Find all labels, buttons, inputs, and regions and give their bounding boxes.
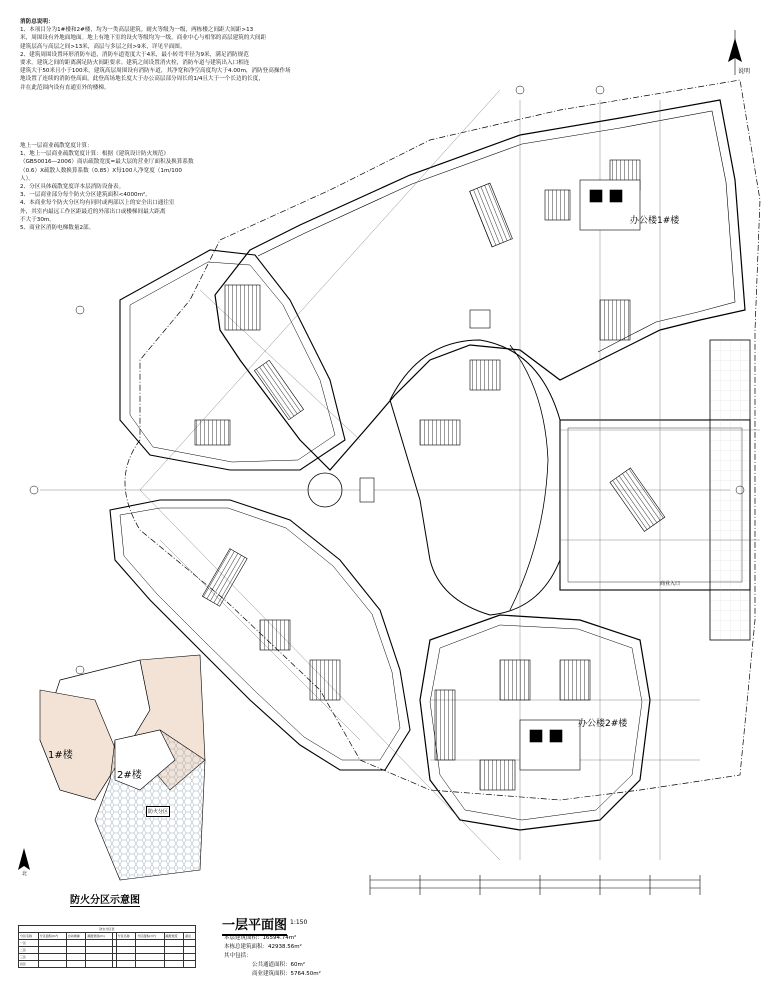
note2-line: 3、一层商业部分每个防火分区建筑面积<4000m²。 — [20, 192, 151, 199]
north-note: 说明 — [738, 68, 751, 75]
stat-line: 公共通道面积：60m² — [252, 962, 306, 968]
notes-title: 消防总说明： — [20, 19, 54, 25]
notes2-title: 地上一层商业疏散宽度计算： — [20, 143, 93, 149]
entrance-label: 商业入口 — [660, 581, 681, 587]
table-row — [19, 947, 196, 954]
zone2-label: 2#楼 — [117, 770, 142, 781]
table-cell: 分区面积(m²) — [38, 933, 66, 940]
fire-zone-diagram — [18, 655, 205, 880]
table-row — [19, 954, 196, 961]
stat-line: 本栋总建筑面积：42938.56m² — [224, 944, 302, 950]
diagram-title: 防火分区示意图 — [70, 891, 140, 907]
note-line: 地设置了连续的消防登高面，此登高场地长度大于办公高层部分周长的1/4且大于一个长边的长度， — [20, 76, 264, 83]
compass-icon — [18, 848, 30, 870]
table-row — [19, 961, 196, 968]
table-row — [19, 940, 196, 947]
note2-line: （GB50016—2006）商店疏散宽度=最大层的营业厅面积及换算系数 — [20, 159, 194, 166]
table-cell: 三区 — [19, 954, 39, 961]
table-cell: 备注 — [184, 933, 196, 940]
note2-line: 外，其室内最远工作区距最近的外部出口或楼梯间最大距离 — [20, 208, 166, 215]
table-cell: 二区 — [19, 947, 39, 954]
note2-line: 不大于30m。 — [20, 216, 55, 223]
fire-zone-table — [18, 925, 196, 968]
table-cell: 一区 — [19, 940, 39, 947]
note2-line: 5、商业区消防电梯数量2部。 — [20, 225, 95, 232]
stat-line: 商业建筑面积：5764.50m² — [252, 971, 321, 977]
note2-line: 2、分区具体疏散宽度详本层消防设备表。 — [20, 184, 125, 191]
table-cell: 自动喷淋 — [66, 933, 86, 940]
note2-line: 4、本商业每个防火分区均有同时或两部以上的安全出口通往室 — [20, 200, 175, 207]
note-line: 要求。建筑之间的距离满足防火间距要求。建筑之间设置消火栓，消防车道与建筑出入口相连 — [20, 60, 250, 67]
table-cell: 四区 — [19, 961, 39, 968]
table-cell: 疏散宽度(m) — [86, 933, 113, 940]
note-line: 米，周围设有外地面地面。地上有地下室的设火等级均为一级。商业中心与相邻的高层建筑的大间距 — [20, 35, 267, 42]
diagram-north: 北 — [22, 871, 28, 877]
stat-line: 本层建筑面积：16594.74m² — [224, 935, 297, 941]
note2-line: 人）。 — [20, 175, 34, 182]
stat-line: 其中包括： — [224, 953, 252, 959]
table-cell: 分区面积(m²) — [136, 933, 164, 940]
note-line: 并在此范围内设有直通室外的楼梯。 — [20, 84, 110, 91]
zone-note: 防火分区 — [146, 806, 170, 817]
note2-line: 1、地上一层商业疏散宽度计算：根据《建筑设计防火规范》 — [20, 151, 169, 158]
office2-label: 办公楼2#楼 — [578, 719, 628, 729]
drawing-title: 一层平面图 — [222, 914, 287, 936]
table-caption: 防火分区表 — [19, 926, 196, 933]
table-row — [19, 933, 196, 940]
note-line: 2、建筑周围设置环形消防车道，消防车道宽度大于4米，最小转弯半径为9米，满足消防规范 — [20, 51, 249, 58]
table-cell: 分区名称 — [19, 933, 39, 940]
table-row — [19, 926, 196, 933]
drawing-scale: 1:150 — [290, 919, 308, 926]
note2-line: （0.6）X疏散人数换算系数（0.85）X每100人净宽度（1m/100 — [20, 167, 182, 174]
table-cell: 分区名称 — [116, 933, 136, 940]
office1-label: 办公楼1#楼 — [630, 216, 680, 226]
note-line: 1、本项目分为1#楼和2#楼，均为一类高层建筑。耐火等级为一级，两栋楼之间距大间距>13 — [20, 27, 254, 34]
note-line: 建筑层高与高层之间>13米，高层与多层之间>9米，详见平面图。 — [20, 43, 186, 50]
area-stats — [224, 934, 321, 979]
zone1-label: 1#楼 — [48, 750, 73, 761]
note-line: 建筑大于50米且小于100米，建筑高层周围设有消防车道，其净宽和净空高度均大于4.00m，消防登高操作场 — [20, 68, 291, 75]
table-cell: 疏散宽度 — [164, 933, 184, 940]
